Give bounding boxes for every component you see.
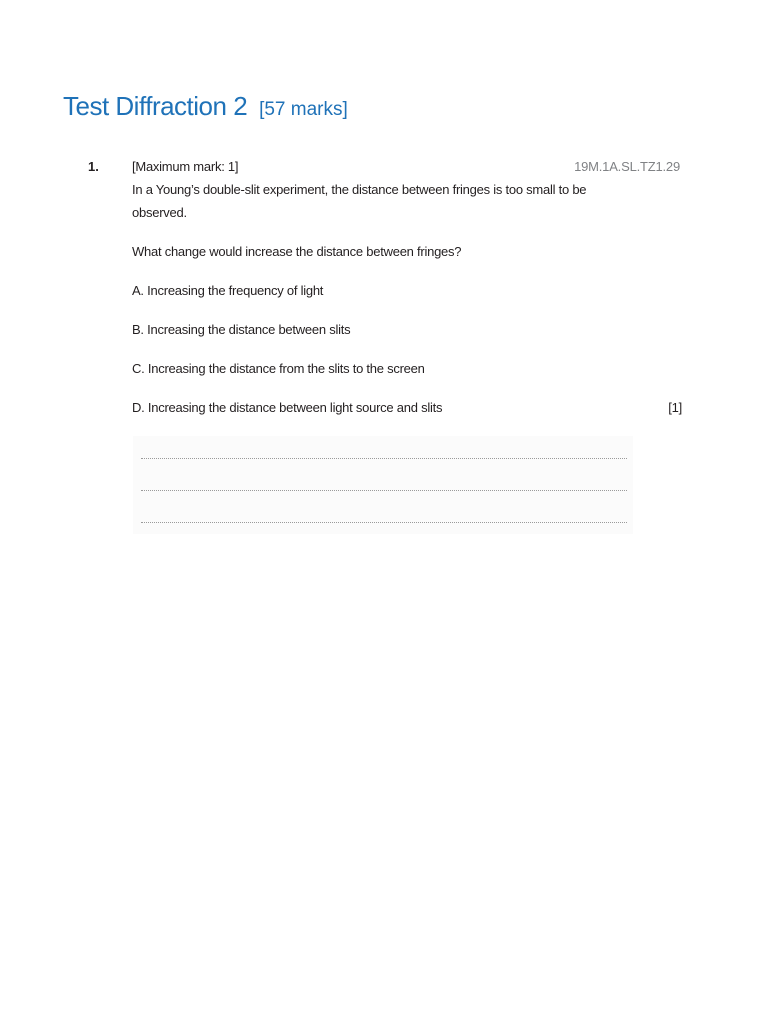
- question-reference: 19M.1A.SL.TZ1.29: [574, 159, 680, 174]
- test-title: Test Diffraction 2: [63, 91, 248, 121]
- page-title: [63, 88, 348, 120]
- answer-line[interactable]: [141, 490, 627, 491]
- total-marks: [57 marks]: [259, 99, 348, 120]
- question-body: [132, 158, 682, 419]
- question-number: 1.: [88, 159, 99, 174]
- question-stem: In a Young’s double-slit experiment, the distance between fringes is too small to be observed.: [132, 182, 587, 220]
- maximum-mark: [Maximum mark: 1]: [132, 159, 239, 174]
- option-a: A. Increasing the frequency of light: [132, 283, 324, 298]
- option-d: D. Increasing the distance between light source and slits: [132, 400, 443, 415]
- option-b: B. Increasing the distance between slits: [132, 322, 351, 337]
- answer-line[interactable]: [141, 458, 627, 459]
- option-c: C. Increasing the distance from the slits to the screen: [132, 361, 425, 376]
- question-prompt: What change would increase the distance between fringes?: [132, 244, 462, 259]
- answer-area[interactable]: [133, 436, 633, 534]
- answer-line[interactable]: [141, 522, 627, 523]
- option-d-row: [132, 396, 682, 419]
- mark-allocation: [1]: [668, 400, 682, 415]
